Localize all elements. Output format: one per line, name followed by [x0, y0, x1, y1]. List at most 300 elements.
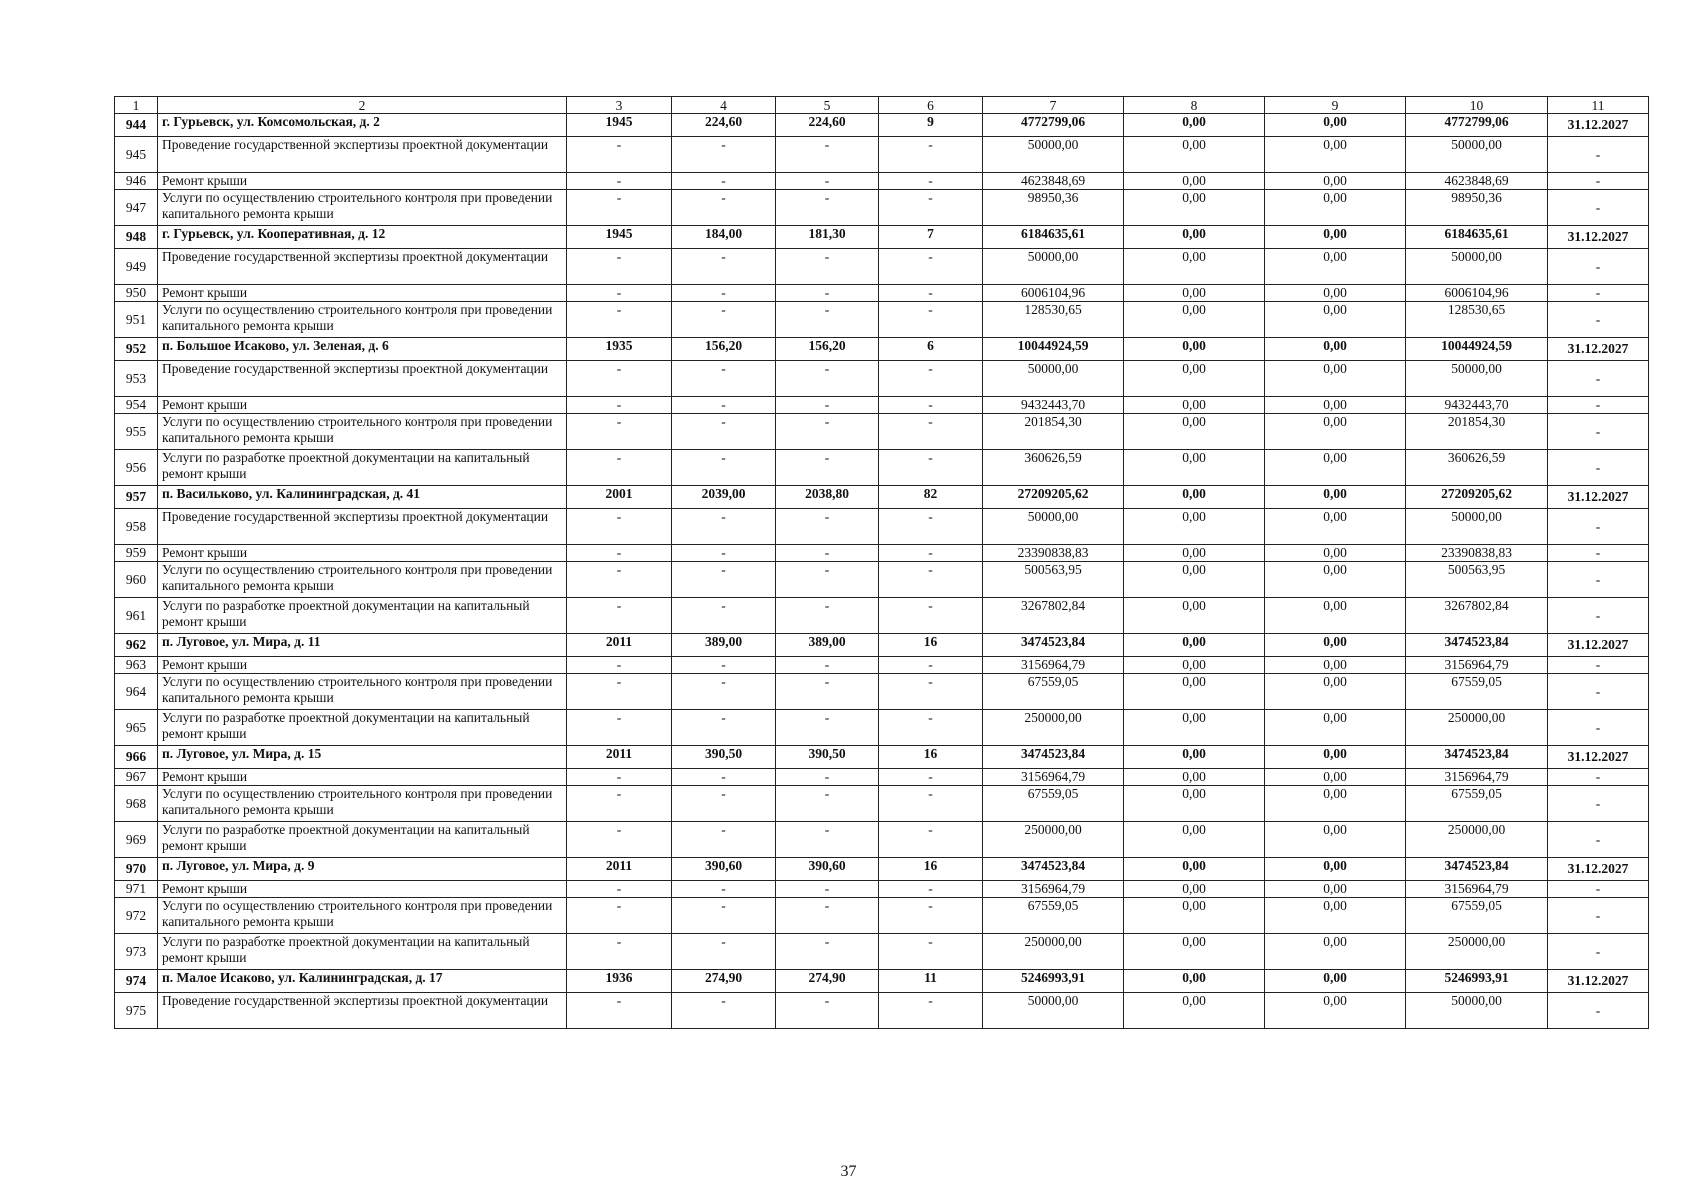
table-row	[115, 249, 1649, 285]
fund-share-cell: 0,00	[1124, 114, 1265, 137]
residents-cell: -	[879, 993, 983, 1029]
completion-date-cell: -	[1548, 414, 1649, 450]
budget-share-cell: 0,00	[1265, 285, 1406, 302]
total-area-cell: 390,60	[672, 858, 776, 881]
owners-share-cell: 500563,95	[1406, 562, 1548, 598]
completion-date-cell: -	[1548, 302, 1649, 338]
row-number-cell: 958	[115, 509, 158, 545]
work-description-cell: Услуги по разработке проектной документации на капитальный ремонт крыши	[158, 934, 567, 970]
residents-cell: -	[879, 822, 983, 858]
owners-share-cell: 67559,05	[1406, 674, 1548, 710]
table-row	[115, 634, 1649, 657]
work-description-cell: Ремонт крыши	[158, 397, 567, 414]
living-area-cell: 390,60	[776, 858, 879, 881]
residents-cell: -	[879, 302, 983, 338]
table-row	[115, 361, 1649, 397]
owners-share-cell: 67559,05	[1406, 898, 1548, 934]
row-number-cell: 961	[115, 598, 158, 634]
total-area-cell: 274,90	[672, 970, 776, 993]
fund-share-cell: 0,00	[1124, 970, 1265, 993]
owners-share-cell: 5246993,91	[1406, 970, 1548, 993]
owners-share-cell: 360626,59	[1406, 450, 1548, 486]
residents-cell: -	[879, 545, 983, 562]
year-built-cell: 1945	[567, 114, 672, 137]
completion-date-cell: -	[1548, 657, 1649, 674]
header-row	[115, 97, 1649, 114]
work-description-cell: Услуги по осуществлению строительного контроля при проведении капитального ремонта крыши	[158, 190, 567, 226]
total-area-cell: 156,20	[672, 338, 776, 361]
residents-cell: -	[879, 769, 983, 786]
budget-share-cell: 0,00	[1265, 397, 1406, 414]
residents-cell: -	[879, 285, 983, 302]
budget-share-cell: 0,00	[1265, 137, 1406, 173]
total-area-cell: -	[672, 285, 776, 302]
budget-share-cell: 0,00	[1265, 302, 1406, 338]
living-area-cell: -	[776, 898, 879, 934]
living-area-cell: -	[776, 302, 879, 338]
fund-share-cell: 0,00	[1124, 361, 1265, 397]
work-description-cell: Проведение государственной экспертизы проектной документации	[158, 137, 567, 173]
work-description-cell: Услуги по разработке проектной документации на капитальный ремонт крыши	[158, 598, 567, 634]
owners-share-cell: 50000,00	[1406, 993, 1548, 1029]
row-number-cell: 972	[115, 898, 158, 934]
living-area-cell: -	[776, 361, 879, 397]
header-col-10: 10	[1406, 97, 1548, 114]
owners-share-cell: 3474523,84	[1406, 858, 1548, 881]
budget-share-cell: 0,00	[1265, 361, 1406, 397]
completion-date-cell: 31.12.2027	[1548, 746, 1649, 769]
budget-share-cell: 0,00	[1265, 562, 1406, 598]
residents-cell: 7	[879, 226, 983, 249]
fund-share-cell: 0,00	[1124, 657, 1265, 674]
total-area-cell: -	[672, 881, 776, 898]
table-row	[115, 302, 1649, 338]
living-area-cell: -	[776, 562, 879, 598]
fund-share-cell: 0,00	[1124, 746, 1265, 769]
work-description-cell: Услуги по разработке проектной документации на капитальный ремонт крыши	[158, 710, 567, 746]
total-cost-cell: 6006104,96	[983, 285, 1124, 302]
total-cost-cell: 50000,00	[983, 137, 1124, 173]
living-area-cell: -	[776, 190, 879, 226]
fund-share-cell: 0,00	[1124, 414, 1265, 450]
total-cost-cell: 67559,05	[983, 898, 1124, 934]
budget-share-cell: 0,00	[1265, 486, 1406, 509]
work-description-cell: Ремонт крыши	[158, 657, 567, 674]
total-cost-cell: 360626,59	[983, 450, 1124, 486]
row-number-cell: 967	[115, 769, 158, 786]
budget-share-cell: 0,00	[1265, 822, 1406, 858]
completion-date-cell: 31.12.2027	[1548, 114, 1649, 137]
living-area-cell: 389,00	[776, 634, 879, 657]
budget-share-cell: 0,00	[1265, 898, 1406, 934]
table-row	[115, 598, 1649, 634]
fund-share-cell: 0,00	[1124, 338, 1265, 361]
row-number-cell: 952	[115, 338, 158, 361]
header-col-1: 1	[115, 97, 158, 114]
work-description-cell: Проведение государственной экспертизы проектной документации	[158, 249, 567, 285]
table-row	[115, 970, 1649, 993]
total-cost-cell: 67559,05	[983, 786, 1124, 822]
year-built-cell: -	[567, 414, 672, 450]
year-built-cell: 2011	[567, 858, 672, 881]
year-built-cell: -	[567, 173, 672, 190]
year-built-cell: -	[567, 674, 672, 710]
total-cost-cell: 23390838,83	[983, 545, 1124, 562]
living-area-cell: -	[776, 934, 879, 970]
budget-share-cell: 0,00	[1265, 970, 1406, 993]
row-number-cell: 968	[115, 786, 158, 822]
living-area-cell: -	[776, 786, 879, 822]
table-row	[115, 657, 1649, 674]
row-number-cell: 960	[115, 562, 158, 598]
fund-share-cell: 0,00	[1124, 562, 1265, 598]
table-row	[115, 509, 1649, 545]
owners-share-cell: 201854,30	[1406, 414, 1548, 450]
year-built-cell: -	[567, 190, 672, 226]
work-description-cell: п. Луговое, ул. Мира, д. 15	[158, 746, 567, 769]
total-cost-cell: 3474523,84	[983, 858, 1124, 881]
total-area-cell: -	[672, 769, 776, 786]
owners-share-cell: 3474523,84	[1406, 634, 1548, 657]
year-built-cell: -	[567, 993, 672, 1029]
living-area-cell: -	[776, 993, 879, 1029]
year-built-cell: -	[567, 562, 672, 598]
fund-share-cell: 0,00	[1124, 934, 1265, 970]
completion-date-cell: -	[1548, 710, 1649, 746]
fund-share-cell: 0,00	[1124, 173, 1265, 190]
total-cost-cell: 6184635,61	[983, 226, 1124, 249]
completion-date-cell: 31.12.2027	[1548, 634, 1649, 657]
table-row	[115, 545, 1649, 562]
table-row	[115, 450, 1649, 486]
residents-cell: 9	[879, 114, 983, 137]
living-area-cell: 224,60	[776, 114, 879, 137]
header-col-5: 5	[776, 97, 879, 114]
table-row	[115, 674, 1649, 710]
work-description-cell: п. Луговое, ул. Мира, д. 11	[158, 634, 567, 657]
residents-cell: 11	[879, 970, 983, 993]
row-number-cell: 955	[115, 414, 158, 450]
fund-share-cell: 0,00	[1124, 786, 1265, 822]
table-row	[115, 710, 1649, 746]
year-built-cell: -	[567, 786, 672, 822]
residents-cell: 16	[879, 634, 983, 657]
fund-share-cell: 0,00	[1124, 545, 1265, 562]
row-number-cell: 964	[115, 674, 158, 710]
budget-share-cell: 0,00	[1265, 881, 1406, 898]
owners-share-cell: 3474523,84	[1406, 746, 1548, 769]
table-row	[115, 822, 1649, 858]
year-built-cell: 2011	[567, 746, 672, 769]
header-col-3: 3	[567, 97, 672, 114]
living-area-cell: 390,50	[776, 746, 879, 769]
year-built-cell: -	[567, 934, 672, 970]
budget-share-cell: 0,00	[1265, 634, 1406, 657]
total-cost-cell: 50000,00	[983, 361, 1124, 397]
total-cost-cell: 250000,00	[983, 710, 1124, 746]
work-description-cell: Услуги по осуществлению строительного контроля при проведении капитального ремонта крыши	[158, 302, 567, 338]
year-built-cell: -	[567, 898, 672, 934]
completion-date-cell: 31.12.2027	[1548, 970, 1649, 993]
row-number-cell: 970	[115, 858, 158, 881]
work-description-cell: г. Гурьевск, ул. Комсомольская, д. 2	[158, 114, 567, 137]
residents-cell: -	[879, 190, 983, 226]
header-col-6: 6	[879, 97, 983, 114]
fund-share-cell: 0,00	[1124, 302, 1265, 338]
total-area-cell: -	[672, 786, 776, 822]
residents-cell: -	[879, 881, 983, 898]
completion-date-cell: -	[1548, 190, 1649, 226]
owners-share-cell: 50000,00	[1406, 361, 1548, 397]
total-area-cell: -	[672, 249, 776, 285]
budget-share-cell: 0,00	[1265, 993, 1406, 1029]
owners-share-cell: 3156964,79	[1406, 881, 1548, 898]
row-number-cell: 973	[115, 934, 158, 970]
fund-share-cell: 0,00	[1124, 769, 1265, 786]
table-body	[115, 97, 1649, 1029]
completion-date-cell: -	[1548, 898, 1649, 934]
row-number-cell: 966	[115, 746, 158, 769]
year-built-cell: 2001	[567, 486, 672, 509]
work-description-cell: г. Гурьевск, ул. Кооперативная, д. 12	[158, 226, 567, 249]
header-col-7: 7	[983, 97, 1124, 114]
living-area-cell: 156,20	[776, 338, 879, 361]
table-row	[115, 898, 1649, 934]
completion-date-cell: -	[1548, 881, 1649, 898]
fund-share-cell: 0,00	[1124, 249, 1265, 285]
table-row	[115, 746, 1649, 769]
budget-share-cell: 0,00	[1265, 190, 1406, 226]
work-description-cell: Услуги по осуществлению строительного контроля при проведении капитального ремонта крыши	[158, 414, 567, 450]
owners-share-cell: 250000,00	[1406, 822, 1548, 858]
completion-date-cell: -	[1548, 993, 1649, 1029]
work-description-cell: Услуги по осуществлению строительного контроля при проведении капитального ремонта крыши	[158, 562, 567, 598]
fund-share-cell: 0,00	[1124, 486, 1265, 509]
year-built-cell: 2011	[567, 634, 672, 657]
total-area-cell: 389,00	[672, 634, 776, 657]
owners-share-cell: 3156964,79	[1406, 769, 1548, 786]
year-built-cell: -	[567, 509, 672, 545]
total-area-cell: -	[672, 137, 776, 173]
living-area-cell: -	[776, 769, 879, 786]
table-row	[115, 285, 1649, 302]
living-area-cell: -	[776, 397, 879, 414]
living-area-cell: -	[776, 137, 879, 173]
total-area-cell: 224,60	[672, 114, 776, 137]
work-description-cell: Ремонт крыши	[158, 545, 567, 562]
living-area-cell: -	[776, 674, 879, 710]
living-area-cell: -	[776, 822, 879, 858]
budget-share-cell: 0,00	[1265, 249, 1406, 285]
living-area-cell: 274,90	[776, 970, 879, 993]
table-row	[115, 858, 1649, 881]
year-built-cell: -	[567, 137, 672, 173]
table-row	[115, 226, 1649, 249]
completion-date-cell: -	[1548, 285, 1649, 302]
residents-cell: -	[879, 173, 983, 190]
row-number-cell: 965	[115, 710, 158, 746]
living-area-cell: -	[776, 249, 879, 285]
fund-share-cell: 0,00	[1124, 450, 1265, 486]
living-area-cell: -	[776, 545, 879, 562]
year-built-cell: 1945	[567, 226, 672, 249]
completion-date-cell: -	[1548, 934, 1649, 970]
budget-share-cell: 0,00	[1265, 746, 1406, 769]
budget-share-cell: 0,00	[1265, 450, 1406, 486]
year-built-cell: -	[567, 249, 672, 285]
total-cost-cell: 50000,00	[983, 993, 1124, 1029]
row-number-cell: 975	[115, 993, 158, 1029]
owners-share-cell: 4772799,06	[1406, 114, 1548, 137]
residents-cell: -	[879, 562, 983, 598]
completion-date-cell: -	[1548, 397, 1649, 414]
owners-share-cell: 6184635,61	[1406, 226, 1548, 249]
completion-date-cell: 31.12.2027	[1548, 226, 1649, 249]
header-col-2: 2	[158, 97, 567, 114]
living-area-cell: -	[776, 285, 879, 302]
table-row	[115, 769, 1649, 786]
total-cost-cell: 4623848,69	[983, 173, 1124, 190]
work-description-cell: Ремонт крыши	[158, 285, 567, 302]
row-number-cell: 959	[115, 545, 158, 562]
completion-date-cell: -	[1548, 562, 1649, 598]
fund-share-cell: 0,00	[1124, 881, 1265, 898]
work-description-cell: Услуги по осуществлению строительного контроля при проведении капитального ремонта крыши	[158, 786, 567, 822]
budget-share-cell: 0,00	[1265, 710, 1406, 746]
total-area-cell: -	[672, 414, 776, 450]
work-description-cell: Ремонт крыши	[158, 173, 567, 190]
work-description-cell: п. Васильково, ул. Калининградская, д. 41	[158, 486, 567, 509]
year-built-cell: -	[567, 397, 672, 414]
fund-share-cell: 0,00	[1124, 993, 1265, 1029]
total-cost-cell: 67559,05	[983, 674, 1124, 710]
owners-share-cell: 4623848,69	[1406, 173, 1548, 190]
total-cost-cell: 98950,36	[983, 190, 1124, 226]
living-area-cell: -	[776, 509, 879, 545]
living-area-cell: -	[776, 414, 879, 450]
residents-cell: -	[879, 934, 983, 970]
fund-share-cell: 0,00	[1124, 397, 1265, 414]
year-built-cell: -	[567, 657, 672, 674]
table-row	[115, 190, 1649, 226]
work-description-cell: Ремонт крыши	[158, 769, 567, 786]
owners-share-cell: 10044924,59	[1406, 338, 1548, 361]
fund-share-cell: 0,00	[1124, 226, 1265, 249]
residents-cell: -	[879, 657, 983, 674]
total-area-cell: -	[672, 657, 776, 674]
year-built-cell: -	[567, 361, 672, 397]
row-number-cell: 950	[115, 285, 158, 302]
owners-share-cell: 128530,65	[1406, 302, 1548, 338]
year-built-cell: -	[567, 769, 672, 786]
work-description-cell: Услуги по разработке проектной документации на капитальный ремонт крыши	[158, 822, 567, 858]
row-number-cell: 948	[115, 226, 158, 249]
table-row	[115, 934, 1649, 970]
residents-cell: -	[879, 598, 983, 634]
total-area-cell: -	[672, 397, 776, 414]
work-description-cell: Проведение государственной экспертизы проектной документации	[158, 993, 567, 1029]
year-built-cell: -	[567, 545, 672, 562]
year-built-cell: -	[567, 450, 672, 486]
total-cost-cell: 50000,00	[983, 249, 1124, 285]
fund-share-cell: 0,00	[1124, 190, 1265, 226]
total-area-cell: -	[672, 898, 776, 934]
total-cost-cell: 250000,00	[983, 822, 1124, 858]
total-area-cell: -	[672, 361, 776, 397]
total-cost-cell: 3474523,84	[983, 746, 1124, 769]
total-area-cell: -	[672, 674, 776, 710]
work-description-cell: Услуги по разработке проектной документации на капитальный ремонт крыши	[158, 450, 567, 486]
year-built-cell: -	[567, 822, 672, 858]
budget-share-cell: 0,00	[1265, 858, 1406, 881]
table-row	[115, 137, 1649, 173]
owners-share-cell: 50000,00	[1406, 249, 1548, 285]
living-area-cell: 2038,80	[776, 486, 879, 509]
completion-date-cell: -	[1548, 674, 1649, 710]
living-area-cell: -	[776, 598, 879, 634]
row-number-cell: 951	[115, 302, 158, 338]
living-area-cell: -	[776, 173, 879, 190]
total-area-cell: -	[672, 934, 776, 970]
table-row	[115, 397, 1649, 414]
living-area-cell: -	[776, 710, 879, 746]
fund-share-cell: 0,00	[1124, 634, 1265, 657]
total-cost-cell: 3156964,79	[983, 881, 1124, 898]
budget-share-cell: 0,00	[1265, 414, 1406, 450]
completion-date-cell: -	[1548, 822, 1649, 858]
work-description-cell: Услуги по осуществлению строительного контроля при проведении капитального ремонта крыши	[158, 898, 567, 934]
total-area-cell: -	[672, 173, 776, 190]
owners-share-cell: 67559,05	[1406, 786, 1548, 822]
work-description-cell: Ремонт крыши	[158, 881, 567, 898]
total-area-cell: -	[672, 190, 776, 226]
budget-share-cell: 0,00	[1265, 114, 1406, 137]
year-built-cell: 1936	[567, 970, 672, 993]
total-cost-cell: 3156964,79	[983, 657, 1124, 674]
owners-share-cell: 3267802,84	[1406, 598, 1548, 634]
completion-date-cell: -	[1548, 137, 1649, 173]
table-row	[115, 414, 1649, 450]
fund-share-cell: 0,00	[1124, 285, 1265, 302]
total-cost-cell: 4772799,06	[983, 114, 1124, 137]
completion-date-cell: -	[1548, 769, 1649, 786]
budget-table	[114, 96, 1649, 1029]
total-cost-cell: 201854,30	[983, 414, 1124, 450]
owners-share-cell: 50000,00	[1406, 137, 1548, 173]
owners-share-cell: 23390838,83	[1406, 545, 1548, 562]
fund-share-cell: 0,00	[1124, 674, 1265, 710]
total-cost-cell: 500563,95	[983, 562, 1124, 598]
living-area-cell: -	[776, 450, 879, 486]
table-row	[115, 562, 1649, 598]
table-row	[115, 993, 1649, 1029]
row-number-cell: 946	[115, 173, 158, 190]
table-row	[115, 486, 1649, 509]
total-cost-cell: 3267802,84	[983, 598, 1124, 634]
fund-share-cell: 0,00	[1124, 710, 1265, 746]
completion-date-cell: 31.12.2027	[1548, 858, 1649, 881]
header-col-8: 8	[1124, 97, 1265, 114]
budget-share-cell: 0,00	[1265, 674, 1406, 710]
row-number-cell: 947	[115, 190, 158, 226]
residents-cell: -	[879, 361, 983, 397]
total-cost-cell: 9432443,70	[983, 397, 1124, 414]
work-description-cell: Услуги по осуществлению строительного контроля при проведении капитального ремонта крыши	[158, 674, 567, 710]
total-cost-cell: 50000,00	[983, 509, 1124, 545]
total-cost-cell: 128530,65	[983, 302, 1124, 338]
fund-share-cell: 0,00	[1124, 598, 1265, 634]
fund-share-cell: 0,00	[1124, 822, 1265, 858]
